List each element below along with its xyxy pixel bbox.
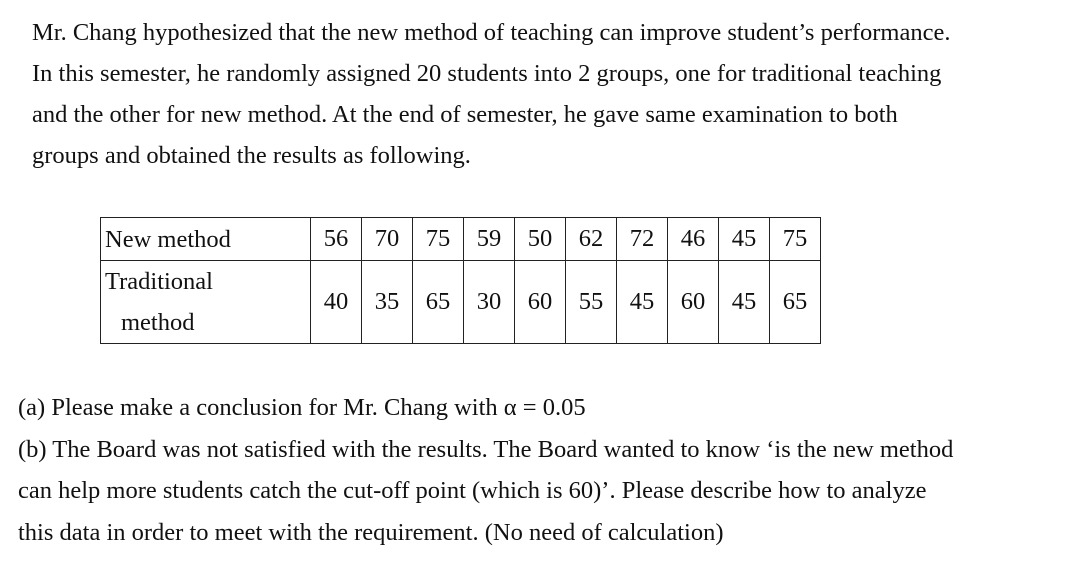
table-cell: 45 xyxy=(719,261,770,344)
table-cell: 75 xyxy=(413,218,464,261)
row-label-new-method: New method xyxy=(101,218,311,261)
table-cell: 35 xyxy=(362,261,413,344)
table-cell: 45 xyxy=(617,261,668,344)
table-cell: 65 xyxy=(413,261,464,344)
intro-line: groups and obtained the results as following. xyxy=(32,142,471,169)
table-cell: 45 xyxy=(719,218,770,261)
row-label-traditional-method xyxy=(101,261,311,344)
intro-line: and the other for new method. At the end of semester, he gave same examination to both xyxy=(32,101,898,128)
table-row-new-method xyxy=(101,218,821,261)
scores-table xyxy=(100,217,821,344)
table-cell: 60 xyxy=(668,261,719,344)
question-b-line: (b) The Board was not satisfied with the results. The Board wanted to know ‘is the new method xyxy=(18,435,954,463)
question-b-line: this data in order to meet with the requirement. (No need of calculation) xyxy=(18,518,724,546)
table-cell: 59 xyxy=(464,218,515,261)
table-cell: 55 xyxy=(566,261,617,344)
table-cell: 50 xyxy=(515,218,566,261)
table-cell: 56 xyxy=(311,218,362,261)
intro-line: Mr. Chang hypothesized that the new method of teaching can improve student’s performance. xyxy=(32,19,951,46)
problem-intro xyxy=(32,12,1072,176)
table-cell: 70 xyxy=(362,218,413,261)
row-label-line: Traditional xyxy=(105,268,213,295)
table-row-traditional-method xyxy=(101,261,821,344)
table-cell: 46 xyxy=(668,218,719,261)
table-cell: 40 xyxy=(311,261,362,344)
table-cell: 75 xyxy=(770,218,821,261)
row-label-line: method xyxy=(121,309,195,336)
table-cell: 72 xyxy=(617,218,668,261)
table-cell: 30 xyxy=(464,261,515,344)
questions-block xyxy=(18,387,1078,553)
question-b-line: can help more students catch the cut-off point (which is 60)’. Please describe how to analyze xyxy=(18,477,927,504)
table-cell: 62 xyxy=(566,218,617,261)
intro-line: In this semester, he randomly assigned 20 students into 2 groups, one for traditional teaching xyxy=(32,60,942,87)
table-cell: 65 xyxy=(770,261,821,344)
table-cell: 60 xyxy=(515,261,566,344)
question-a: (a) Please make a conclusion for Mr. Chang with α = 0.05 xyxy=(18,394,586,421)
